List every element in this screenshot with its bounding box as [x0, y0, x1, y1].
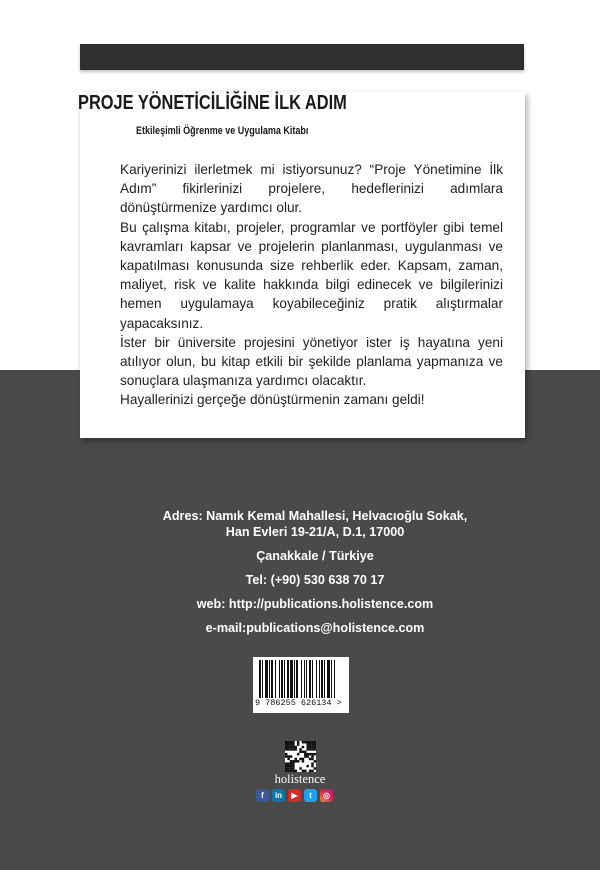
youtube-icon[interactable]: ▶	[288, 789, 301, 802]
isbn-number: 9 786255 626134 >	[255, 698, 342, 708]
phone-line: Tel: (+90) 530 638 70 17	[245, 573, 385, 587]
city-line: Çanakkale / Türkiye	[256, 549, 374, 563]
facebook-icon[interactable]: f	[256, 789, 269, 802]
web-line: web: http://publications.holistence.com	[196, 597, 434, 611]
top-decorative-bar	[80, 44, 524, 70]
publisher-logo-text: holistence	[274, 772, 326, 786]
isbn-barcode	[253, 657, 349, 713]
description-paragraph: İster bir üniversite projesini yönetiyor ister iş hayatına yeni atılıyor olun, bu kitap etkili bir şekilde planlama yapmanıza ve sonuçlara ulaşmanıza yardımcı olacaktır.	[120, 334, 503, 389]
back-cover-description	[120, 160, 503, 410]
social-icons	[256, 789, 333, 802]
instagram-icon[interactable]: ◎	[320, 789, 333, 802]
address-line: Adres: Namık Kemal Mahallesi, Helvacıoğlu Sokak,	[162, 509, 468, 523]
book-title: PROJE YÖNETİCİLİĞİNE İLK ADIM	[78, 92, 347, 114]
description-paragraph: Bu çalışma kitabı, projeler, programlar ve portföyler gibi temel kavramları kapsar ve projelerin planlanması, uygulanması ve kapatılması konusunda size rehberlik eder. Kapsam, zaman, maliyet, risk ve kalite hakkında bilgi edinecek ve bilgilerinizi hemen uygulamaya koyabileceğiniz pratik alıştırmalar yapacaksınız.	[120, 219, 503, 331]
email-line: e-mail:publications@holistence.com	[205, 621, 425, 635]
description-paragraph: Hayallerinizi gerçeğe dönüştürmenin zamanı geldi!	[120, 392, 425, 408]
book-subtitle: Etkileşimli Öğrenme ve Uygulama Kitabı	[136, 125, 309, 137]
qr-code	[285, 741, 316, 772]
linkedin-icon[interactable]: in	[272, 789, 285, 802]
twitter-icon[interactable]: t	[304, 789, 317, 802]
publisher-contact	[120, 508, 510, 636]
address-line: Han Evleri 19-21/A, D.1, 17000	[225, 525, 405, 539]
description-paragraph: Kariyerinizi ilerletmek mi istiyorsunuz? “Proje Yönetimine İlk Adım” fikirlerinizi projelere, hedeflerinizi adımlara dönüştürmenize yardımcı olur.	[120, 162, 503, 216]
barcode-icon	[257, 660, 345, 698]
qr-code-icon	[285, 741, 316, 772]
